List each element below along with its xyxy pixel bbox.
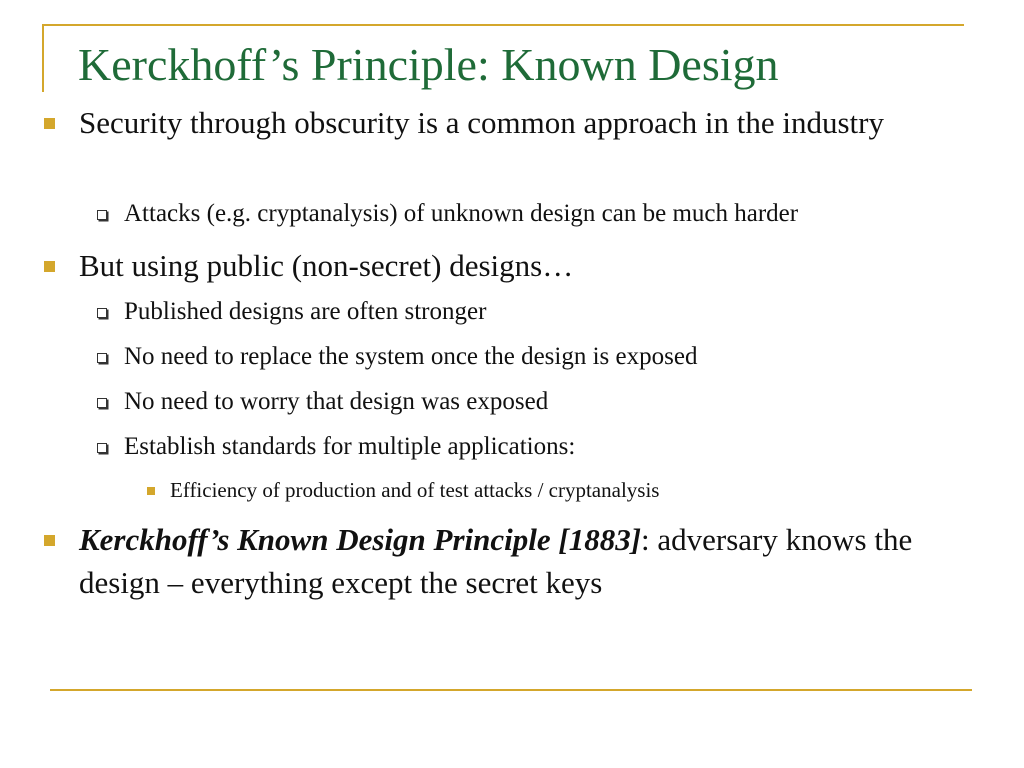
bullet-kerckhoff-principle xyxy=(79,518,959,604)
hollow-square-bullet-icon xyxy=(97,443,107,453)
bullet-public-designs: But using public (non-secret) designs… xyxy=(79,248,574,283)
small-square-bullet-icon xyxy=(147,487,155,495)
hollow-square-bullet-icon xyxy=(97,308,107,318)
hollow-square-bullet-icon xyxy=(97,398,107,408)
hollow-square-bullet-icon xyxy=(97,210,107,220)
subbullet-no-replace: No need to replace the system once the design is exposed xyxy=(124,343,698,370)
subbullet-standards: Establish standards for multiple applications: xyxy=(124,433,576,460)
bullet-security-obscurity: Security through obscurity is a common approach in the industry xyxy=(79,105,884,140)
principle-name: Kerckhoff’s Known Design Principle [1883] xyxy=(79,522,642,557)
slide-title: Kerckhoff’s Principle: Known Design xyxy=(78,39,779,90)
left-frame-line xyxy=(42,24,44,92)
subbullet-no-worry: No need to worry that design was exposed xyxy=(124,388,549,415)
subbullet-attacks-unknown: Attacks (e.g. cryptanalysis) of unknown design can be much harder xyxy=(124,200,799,227)
top-frame-line xyxy=(42,24,964,26)
subbullet-published-stronger: Published designs are often stronger xyxy=(124,298,487,325)
hollow-square-bullet-icon xyxy=(97,353,107,363)
subsubbullet-efficiency: Efficiency of production and of test attacks / cryptanalysis xyxy=(170,478,660,502)
bottom-frame-line xyxy=(50,689,972,691)
principle-description: : adversary knows the design – everything except the secret keys xyxy=(79,522,913,600)
square-bullet-icon xyxy=(44,261,55,272)
square-bullet-icon xyxy=(44,535,55,546)
square-bullet-icon xyxy=(44,118,55,129)
